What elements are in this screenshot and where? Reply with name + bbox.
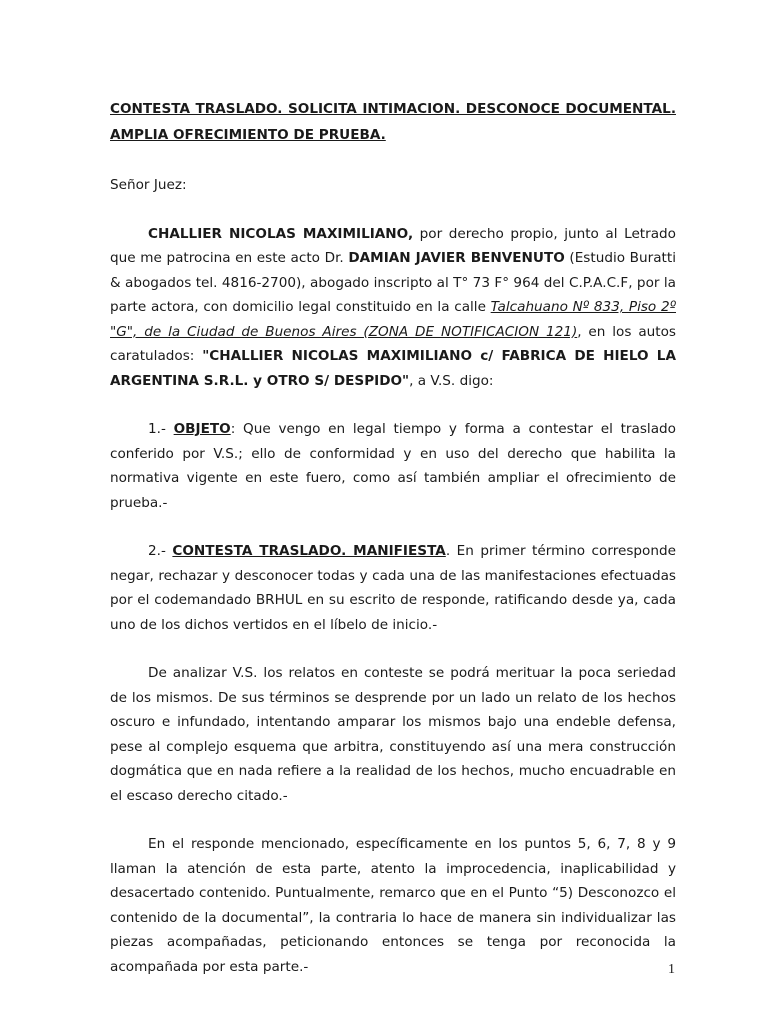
document-title: CONTESTA TRASLADO. SOLICITA INTIMACION. DESCONOCE DOCUMENTAL. AMPLIA OFRECIMIENTO DE PRUEBA. (110, 101, 676, 143)
text-segment: (Estudio Buratti & abogados tel. 4816-2700), abogado inscripto al T° 73 F° 964 del C.P.A.C.F, por la parte actora, con domicilio legal constituido en la calle (110, 250, 676, 315)
paragraph-analysis: De analizar V.S. los relatos en conteste se podrá merituar la poca seriedad de los mismos. De sus términos se desprende por un lado un relato de los hechos oscuro e infundado, intentando amparar los mismos bajo una endeble defensa, pese al complejo esquema que arbitra, constituyendo así una mera construcción dogmática que en nada refiere a la realidad de los hechos, mucho encuadrable en el escaso derecho citado.- (110, 665, 676, 804)
paragraph-contesta-traslado (110, 539, 676, 637)
paragraph-objeto (110, 417, 676, 515)
text-segment: , en los autos caratulados: (110, 323, 676, 364)
section-heading: OBJETO (173, 421, 231, 437)
text-segment: , a V.S. digo: (409, 372, 494, 389)
page-number: 1 (668, 962, 675, 977)
text-segment: por derecho propio, junto al Letrado que me patrocina en este acto Dr. (110, 225, 676, 266)
section-number: 2.- (148, 543, 173, 559)
section-heading: CONTESTA TRASLADO. MANIFIESTA (172, 543, 446, 559)
paragraph-presentation (110, 222, 676, 394)
case-caption: "CHALLIER NICOLAS MAXIMILIANO c/ FABRICA DE HIELO LA ARGENTINA S.R.L. y OTRO S/ DESPIDO" (110, 348, 676, 389)
paragraph-responde: En el responde mencionado, específicamente en los puntos 5, 6, 7, 8 y 9 llaman la atención de esta parte, atento la improcedencia, inaplicabilidad y desacertado contenido. Puntualmente, remarco que en el Punto “5) Desconozco el contenido de la documental”, la contraria lo hace de manera sin individualizar las piezas acompañadas, peticionando entonces se tenga por reconocida la acompañada por esta parte.- (110, 836, 676, 975)
text-segment: . En primer término corresponde negar, rechazar y desconocer todas y cada una de las manifestaciones efectuadas por el codemandado BRHUL en su escrito de responde, ratificando desde ya, cada uno de los dichos vertidos en el líbelo de inicio.- (110, 543, 676, 633)
text-segment: : Que vengo en legal tiempo y forma a contestar el traslado conferido por V.S.; ello de conformidad y en uso del derecho que habilita la normativa vigente en este fuero, como así también ampliar el ofrecimiento de prueba.- (110, 421, 676, 511)
document-body (110, 96, 676, 979)
section-number: 1.- (148, 421, 174, 437)
greeting: Señor Juez: (110, 177, 187, 193)
legal-address: Talcahuano Nº 833, Piso 2º "G", de la Ciudad de Buenos Aires (ZONA DE NOTIFICACION 121) (110, 299, 676, 340)
lawyer-name: DAMIAN JAVIER BENVENUTO (348, 250, 565, 266)
plaintiff-name: CHALLIER NICOLAS MAXIMILIANO, (148, 225, 414, 242)
